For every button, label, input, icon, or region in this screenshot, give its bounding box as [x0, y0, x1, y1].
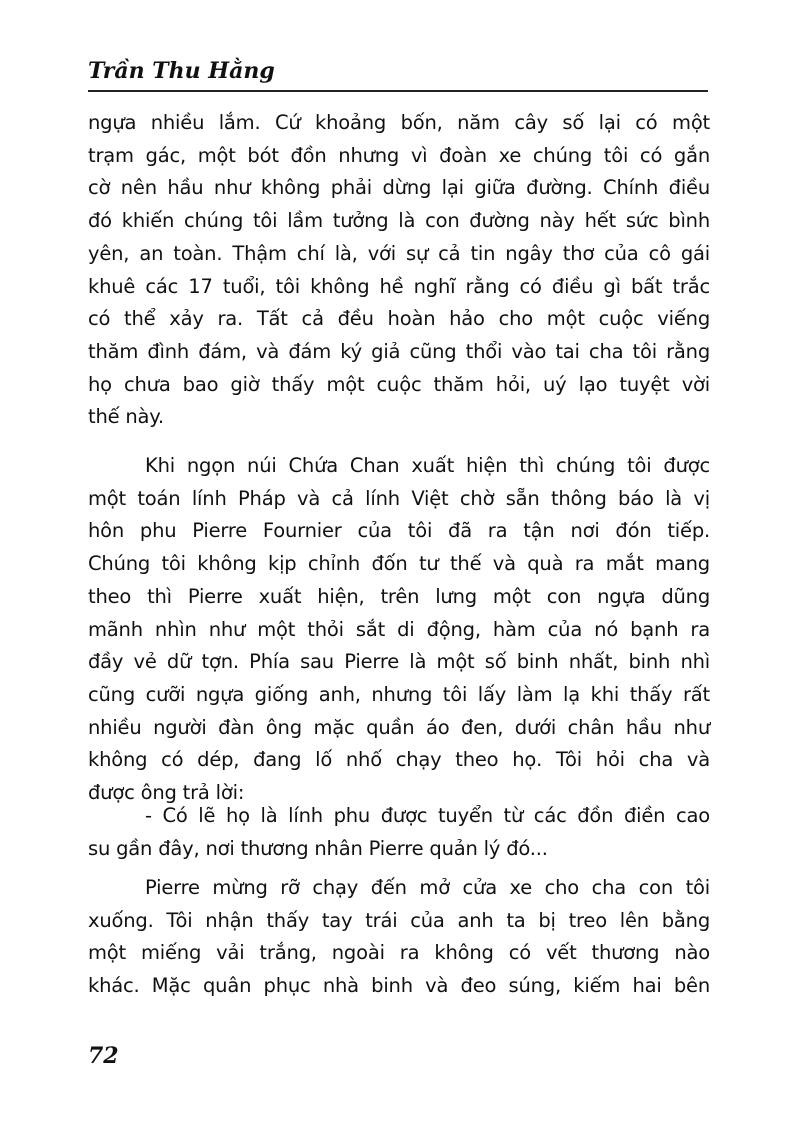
- text-line: trạm gác, một bót đồn nhưng vì đoàn xe chúng tôi có gắn: [88, 143, 710, 167]
- text-line: đầy vẻ dữ tợn. Phía sau Pierre là một số binh nhất, binh nhì: [88, 650, 710, 674]
- text-line: họ chưa bao giờ thấy một cuộc thăm hỏi, uý lạo tuyệt vời: [88, 372, 710, 396]
- text-line: su gần đây, nơi thương nhân Pierre quản lý đó...: [88, 836, 548, 860]
- text-line: yên, an toàn. Thậm chí là, với sự cả tin ngây thơ của cô gái: [88, 241, 710, 265]
- text-line: nhiều người đàn ông mặc quần áo đen, dưới chân hầu như: [88, 715, 710, 739]
- text-line: - Có lẽ họ là lính phu được tuyển từ các đồn điền cao: [145, 804, 710, 827]
- text-line: ngựa nhiều lắm. Cứ khoảng bốn, năm cây số lại có một: [88, 111, 710, 134]
- text-line: theo thì Pierre xuất hiện, trên lưng một con ngựa dũng: [88, 584, 710, 608]
- text-line: không có dép, đang lố nhố chạy theo họ. Tôi hỏi cha và: [88, 748, 710, 772]
- text-line: hôn phu Pierre Fournier của tôi đã ra tận nơi đón tiếp.: [88, 519, 710, 543]
- header-rule: [88, 90, 708, 92]
- text-line: có thể xảy ra. Tất cả đều hoàn hảo cho một cuộc viếng: [88, 307, 710, 331]
- text-line: Khi ngọn núi Chứa Chan xuất hiện thì chúng tôi được: [145, 454, 710, 477]
- page-number: 72: [88, 1043, 119, 1069]
- text-line: một miếng vải trắng, ngoài ra không có vết thương nào: [88, 941, 710, 965]
- text-line: xuống. Tôi nhận thấy tay trái của anh ta bị treo lên bằng: [88, 908, 710, 932]
- text-line: cũng cưỡi ngựa giống anh, nhưng tôi lấy làm lạ khi thấy rất: [88, 682, 710, 706]
- text-line: Chúng tôi không kịp chỉnh đốn tư thế và quà ra mắt mang: [88, 552, 710, 576]
- text-line: thế này.: [88, 405, 164, 429]
- text-line: thăm đình đám, và đám ký giả cũng thổi vào tai cha tôi rằng: [88, 339, 710, 363]
- text-line: mãnh nhìn như một thỏi sắt di động, hàm của nó bạnh ra: [88, 617, 710, 641]
- text-line: cờ nên hầu như không phải dừng lại giữa đường. Chính điều: [88, 176, 710, 200]
- text-line: Pierre mừng rỡ chạy đến mở cửa xe cho cha con tôi: [145, 876, 710, 899]
- text-line: được ông trả lời:: [88, 781, 245, 804]
- running-header-author: Trần Thu Hằng: [88, 58, 275, 84]
- text-line: đó khiến chúng tôi lầm tưởng là con đường này hết sức bình: [88, 209, 710, 233]
- text-line: một toán lính Pháp và cả lính Việt chờ sẵn thông báo là vị: [88, 486, 710, 510]
- text-line: khuê các 17 tuổi, tôi không hề nghĩ rằng có điều gì bất trắc: [88, 274, 710, 298]
- text-line: khác. Mặc quân phục nhà binh và đeo súng, kiếm hai bên: [88, 974, 710, 998]
